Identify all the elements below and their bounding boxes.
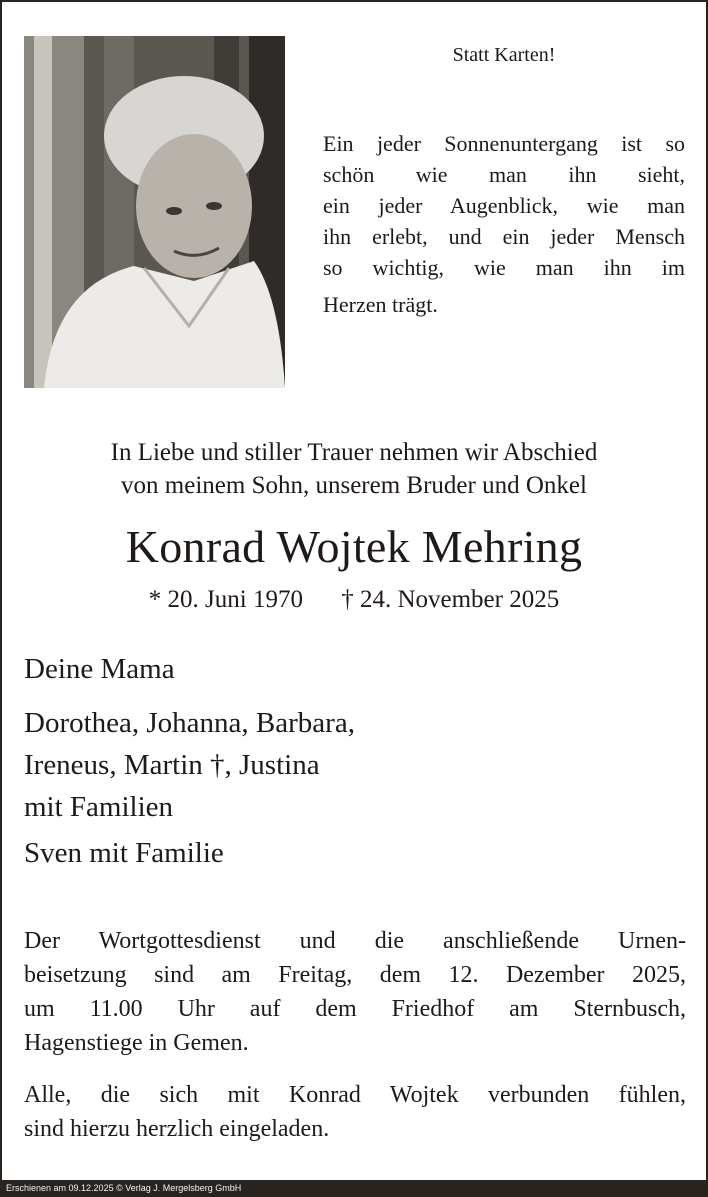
portrait-photo	[24, 36, 285, 388]
death-date: † 24. November 2025	[341, 586, 560, 613]
invite-line: Alle, die sich mit Konrad Wojtek verbunden fühlen,	[24, 1082, 686, 1108]
poem-line: ein jeder Augenblick, wie man	[323, 193, 685, 218]
service-line: um 11.00 Uhr auf dem Friedhof am Sternbusch,	[24, 996, 686, 1022]
invitation-text	[24, 1078, 686, 1146]
mourner-sven: Sven mit Familie	[24, 837, 224, 869]
statt-karten-heading: Statt Karten!	[452, 44, 556, 66]
service-line: Der Wortgottesdienst und die anschließende Urnen-	[24, 928, 686, 954]
portrait-photo-icon	[24, 36, 285, 388]
mourners-list	[24, 648, 684, 874]
poem-line: Herzen trägt.	[323, 292, 438, 317]
poem	[323, 128, 685, 320]
service-info	[24, 924, 686, 1060]
deceased-name: Konrad Wojtek Mehring	[125, 521, 583, 572]
intro-line: In Liebe und stiller Trauer nehmen wir Abschied	[110, 439, 598, 466]
poem-line: ihn erlebt, und ein jeder Mensch	[323, 224, 685, 249]
poem-line: schön wie man ihn sieht,	[323, 162, 685, 187]
publication-footer: Erschienen am 09.12.2025 © Verlag J. Mergelsberg GmbH	[0, 1180, 708, 1197]
service-line: Hagenstiege in Gemen.	[24, 1030, 249, 1056]
birth-date: * 20. Juni 1970	[148, 586, 303, 613]
life-dates	[0, 586, 708, 614]
mourner-mother: Deine Mama	[24, 653, 175, 685]
poem-line: Ein jeder Sonnenuntergang ist so	[323, 131, 685, 156]
mourner-siblings: Dorothea, Johanna, Barbara,	[24, 707, 355, 739]
service-line: beisetzung sind am Freitag, dem 12. Dezember 2025,	[24, 962, 686, 988]
intro-line: von meinem Sohn, unserem Bruder und Onkel	[121, 472, 587, 499]
mourner-siblings: Ireneus, Martin †, Justina	[24, 749, 320, 781]
intro-text	[0, 436, 708, 502]
invite-line: sind hierzu herzlich eingeladen.	[24, 1116, 330, 1142]
poem-line: so wichtig, wie man ihn im	[323, 255, 685, 280]
mourner-siblings: mit Familien	[24, 791, 174, 823]
